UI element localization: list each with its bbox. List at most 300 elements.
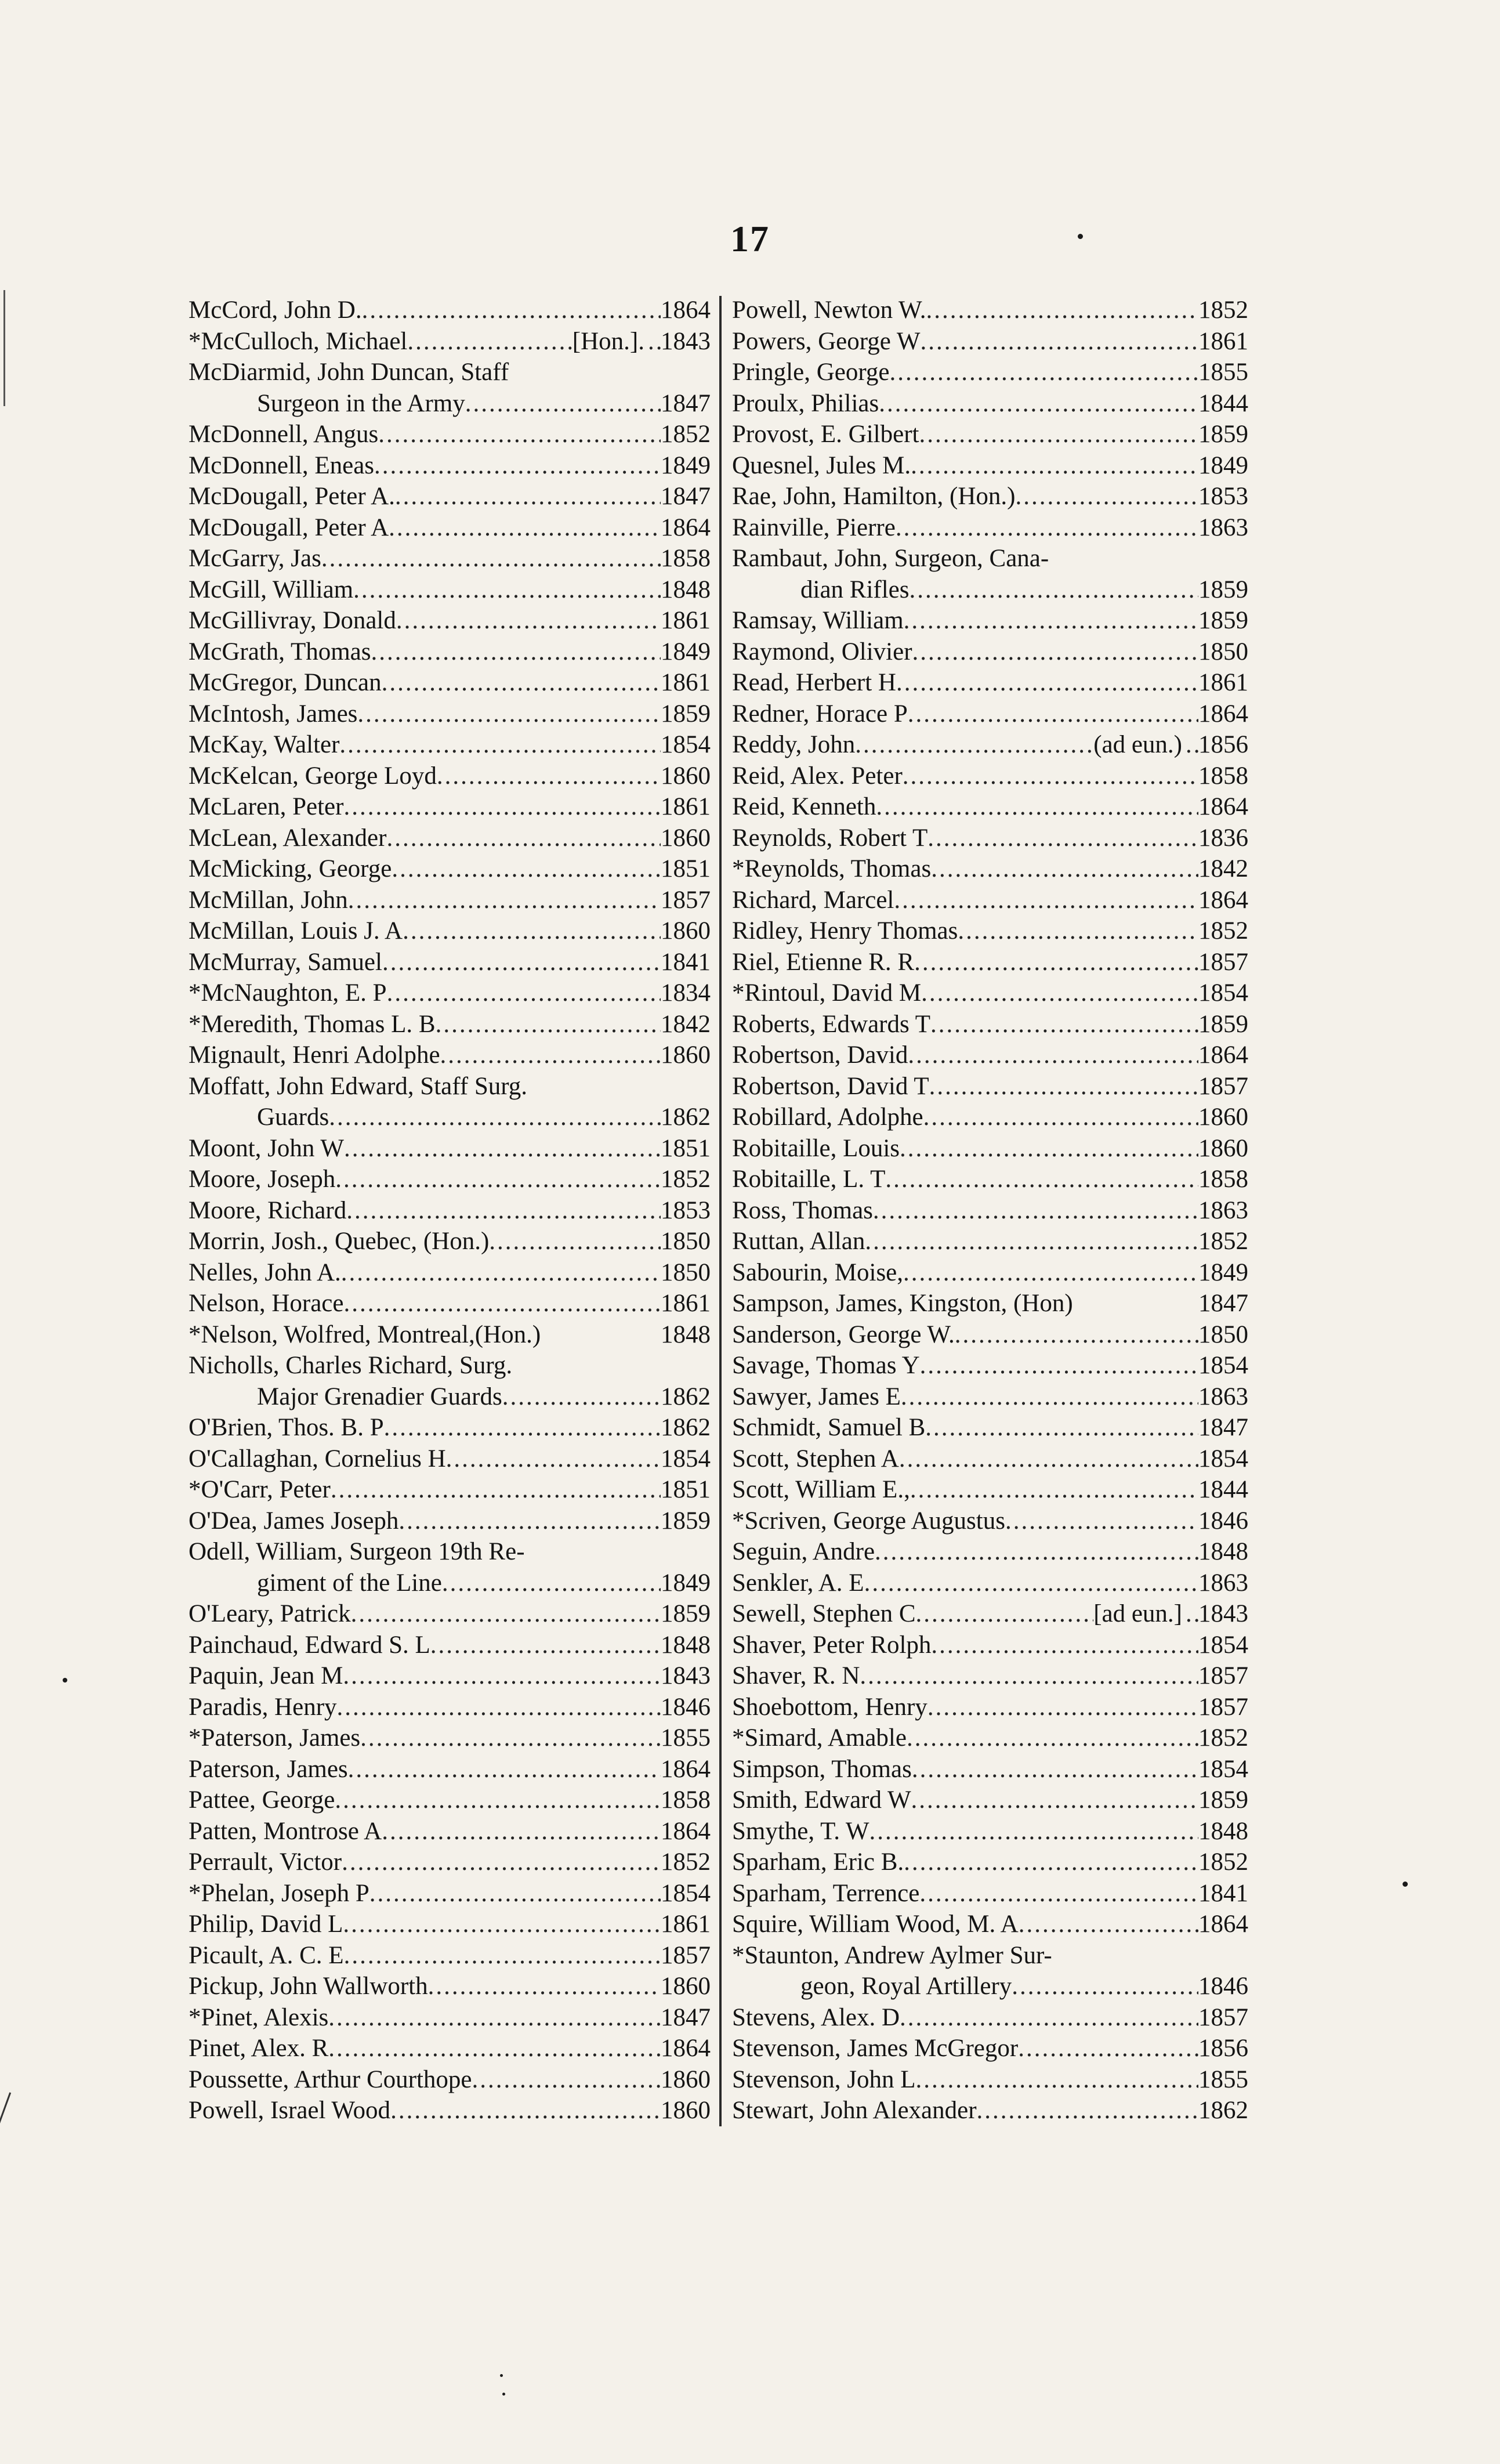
- list-item: [732, 357, 1248, 388]
- list-item: [732, 574, 1248, 606]
- dot-leader: [378, 419, 661, 450]
- entry-year: 1862: [661, 1103, 711, 1131]
- dot-leader: [407, 326, 572, 357]
- list-item: [732, 1195, 1248, 1226]
- page-edge-mark: [0, 2092, 11, 2125]
- dot-leader: [908, 699, 1198, 730]
- list-item: [732, 885, 1248, 916]
- entry-year: 1852: [1198, 1228, 1248, 1255]
- list-item: [189, 761, 711, 792]
- entry-name: Squire, William Wood, M. A: [732, 1911, 1019, 1938]
- dot-leader: [926, 295, 1198, 326]
- entry-name: Philip, David L: [189, 1911, 343, 1938]
- entry-year: 1854: [661, 731, 711, 758]
- dot-leader: [369, 1878, 661, 1909]
- dot-leader: [351, 1598, 661, 1630]
- entry-name: Surgeon in the Army: [257, 389, 465, 417]
- entry-name: Sabourin, Moise,: [732, 1258, 904, 1286]
- entry-year: 1844: [1198, 389, 1248, 417]
- list-item: [189, 2095, 711, 2126]
- entry-name: Rae, John, Hamilton, (Hon.): [732, 483, 1016, 510]
- entry-year: 1863: [1198, 1383, 1248, 1410]
- entry-name: Powell, Israel Wood: [189, 2097, 391, 2124]
- entry-name: *Simard, Amable: [732, 1724, 907, 1752]
- list-item: [189, 823, 711, 854]
- entry-name: Paquin, Jean M: [189, 1662, 343, 1689]
- entry-year: 1850: [661, 1258, 711, 1286]
- list-item: [732, 699, 1248, 730]
- entry-name: O'Callaghan, Cornelius H: [189, 1445, 446, 1472]
- entry-name: Stevenson, James McGregor: [732, 2035, 1019, 2062]
- entry-year: 1836: [1198, 824, 1248, 852]
- dot-leader: [389, 512, 661, 544]
- entry-year: 1841: [1198, 1879, 1248, 1907]
- dot-leader: [1186, 729, 1198, 761]
- entry-year: 1855: [1198, 2065, 1248, 2093]
- dot-leader: [904, 605, 1198, 636]
- entry-name: Moore, Joseph: [189, 1166, 336, 1193]
- entry-year: 1864: [661, 296, 711, 324]
- dot-leader: [343, 1660, 661, 1692]
- entry-name: McDougall, Peter A.: [189, 483, 395, 510]
- dot-leader: [900, 1133, 1198, 1164]
- list-item: [189, 947, 711, 978]
- entry-name: McGregor, Duncan: [189, 669, 382, 696]
- list-item: [189, 1940, 711, 1971]
- entry-name: *Nelson, Wolfred, Montreal,(Hon.): [189, 1320, 541, 1348]
- entry-name: giment of the Line: [257, 1569, 442, 1597]
- entry-name: McDonnell, Eneas: [189, 451, 375, 479]
- entry-name: McKay, Walter: [189, 731, 340, 758]
- list-item: [189, 1660, 711, 1692]
- list-item: [189, 1443, 711, 1475]
- entry-name: McIntosh, James: [189, 700, 358, 728]
- dot-leader: [927, 1692, 1198, 1723]
- dot-leader: [344, 1133, 661, 1164]
- list-item: [189, 1692, 711, 1723]
- entry-name: Stewart, John Alexander: [732, 2097, 977, 2124]
- entry-name: Ruttan, Allan: [732, 1228, 865, 1255]
- entry-name: Scott, Stephen A: [732, 1445, 899, 1472]
- entry-name: Ramsay, William: [732, 607, 904, 634]
- list-item: [189, 853, 711, 885]
- entry-name: Sampson, James, Kingston, (Hon): [732, 1290, 1073, 1317]
- dot-leader: [392, 853, 661, 885]
- dot-leader: [396, 605, 661, 636]
- dot-leader: [348, 885, 661, 916]
- dot-leader: [920, 326, 1198, 357]
- list-item: [732, 823, 1248, 854]
- entry-year: 1862: [661, 1383, 711, 1410]
- entry-name: Robitaille, L. T: [732, 1166, 886, 1193]
- entry-name: *McCulloch, Michael: [189, 327, 408, 355]
- entry-name: *McNaughton, E. P: [189, 979, 387, 1007]
- dot-leader: [357, 699, 661, 730]
- entry-year: 1847: [661, 2003, 711, 2031]
- dot-leader: [335, 1164, 661, 1195]
- entry-name: Shoebottom, Henry: [732, 1693, 927, 1721]
- entry-year: 1858: [1198, 1166, 1248, 1193]
- entry-name: McGillivray, Donald: [189, 607, 396, 634]
- list-item: [732, 1785, 1248, 1816]
- entry-name: Sawyer, James E: [732, 1383, 901, 1410]
- entry-year: 1850: [1198, 1320, 1248, 1348]
- entry-year: 1854: [661, 1445, 711, 1472]
- list-item: [189, 1412, 711, 1443]
- list-item: [732, 1102, 1248, 1133]
- entry-name: McMillan, Louis J. A: [189, 917, 403, 945]
- dot-leader: [348, 1754, 661, 1785]
- entry-name: Smythe, T. W: [732, 1817, 869, 1845]
- entry-name: Nicholls, Charles Richard, Surg.: [189, 1352, 513, 1379]
- list-item: [189, 388, 711, 419]
- ink-speck: [63, 1678, 67, 1683]
- entry-name: Shaver, R. N: [732, 1662, 860, 1689]
- list-item: [732, 2002, 1248, 2034]
- entry-name: Nelson, Horace: [189, 1290, 344, 1317]
- list-item: [732, 1754, 1248, 1785]
- list-item: [732, 1009, 1248, 1040]
- list-item: [732, 1940, 1248, 1971]
- dot-leader: [342, 1847, 661, 1878]
- list-item: [732, 791, 1248, 823]
- entry-name: Rainville, Pierre: [732, 513, 896, 541]
- entry-year: 1864: [1198, 793, 1248, 820]
- entry-name: O'Leary, Patrick: [189, 1600, 351, 1627]
- entry-name: Major Grenadier Guards: [257, 1383, 502, 1410]
- dot-leader: [958, 916, 1198, 947]
- dot-leader: [894, 885, 1198, 916]
- entry-name: Guards: [257, 1103, 329, 1131]
- entry-year: 1858: [1198, 762, 1248, 790]
- entry-name: Sewell, Stephen C: [732, 1600, 916, 1627]
- entry-year: 1851: [661, 855, 711, 882]
- dot-leader: [339, 729, 661, 761]
- list-item: [189, 1847, 711, 1878]
- dot-leader: [876, 791, 1198, 823]
- dot-leader: [331, 1474, 661, 1506]
- entry-year: 1843: [661, 1662, 711, 1689]
- list-item: [732, 1816, 1248, 1847]
- entry-year: 1851: [661, 1476, 711, 1503]
- entry-year: 1848: [661, 1631, 711, 1659]
- list-item: [189, 605, 711, 636]
- dot-leader: [440, 1040, 661, 1071]
- list-item: [732, 947, 1248, 978]
- list-item: [732, 1226, 1248, 1257]
- right-column-list: [732, 295, 1248, 2126]
- entry-name: Paradis, Henry: [189, 1693, 337, 1721]
- entry-name: Pickup, John Wallworth: [189, 1973, 428, 2000]
- entry-name: Powers, George W: [732, 327, 921, 355]
- dot-leader: [390, 2095, 661, 2126]
- list-item: [189, 1630, 711, 1661]
- list-item: [732, 2095, 1248, 2126]
- list-item: [189, 1785, 711, 1816]
- list-item: [732, 1133, 1248, 1164]
- list-item: [732, 1319, 1248, 1351]
- dot-leader: [931, 1630, 1198, 1661]
- entry-name: Moffatt, John Edward, Staff Surg.: [189, 1072, 528, 1100]
- entry-name: Reynolds, Robert T: [732, 824, 928, 852]
- entry-year: 1858: [661, 1786, 711, 1814]
- list-item: [189, 2002, 711, 2034]
- entry-name: Pringle, George: [732, 359, 890, 386]
- list-item: [732, 1040, 1248, 1071]
- list-item: [189, 978, 711, 1009]
- entry-name: *Scriven, George Augustus: [732, 1507, 1005, 1535]
- dot-leader: [1015, 481, 1198, 512]
- list-item: [732, 1847, 1248, 1878]
- dot-leader: [885, 1164, 1198, 1195]
- entry-year: 1848: [1198, 1817, 1248, 1845]
- list-item: [189, 1568, 711, 1599]
- dot-leader: [903, 761, 1198, 792]
- entry-year: 1854: [661, 1879, 711, 1907]
- entry-year: 1848: [661, 1320, 711, 1348]
- list-item: [732, 326, 1248, 357]
- entry-year: 1859: [661, 1507, 711, 1535]
- entry-year: 1857: [661, 886, 711, 914]
- list-item: [732, 1692, 1248, 1723]
- entry-year: 1855: [1198, 359, 1248, 386]
- entry-year: 1856: [1198, 2035, 1248, 2062]
- entry-year: 1849: [661, 638, 711, 665]
- dot-leader: [343, 1288, 661, 1319]
- list-item: [189, 2064, 711, 2096]
- dot-leader: [955, 1319, 1198, 1351]
- entry-year: 1859: [1198, 607, 1248, 634]
- dot-leader: [977, 2095, 1198, 2126]
- entry-year: 1861: [661, 669, 711, 696]
- entry-year: 1847: [1198, 1414, 1248, 1441]
- entry-year: 1860: [1198, 1103, 1248, 1131]
- entry-name: Schmidt, Samuel B: [732, 1414, 926, 1441]
- entry-year: 1860: [661, 917, 711, 945]
- entry-year: 1852: [661, 1166, 711, 1193]
- entry-name: Read, Herbert H: [732, 669, 896, 696]
- dot-leader: [328, 2033, 661, 2064]
- entry-note: (ad eun.): [1093, 731, 1182, 758]
- dot-leader: [910, 574, 1199, 606]
- list-item: [189, 1133, 711, 1164]
- entry-name: Pinet, Alex. R: [189, 2035, 329, 2062]
- dot-leader: [919, 419, 1198, 450]
- dot-leader: [914, 947, 1198, 978]
- entry-name: Poussette, Arthur Courthope: [189, 2065, 472, 2093]
- entry-year: 1864: [661, 513, 711, 541]
- list-item: [189, 1381, 711, 1413]
- list-item: [189, 1723, 711, 1754]
- entry-year: 1851: [661, 1134, 711, 1162]
- list-item: [189, 699, 711, 730]
- dot-leader: [889, 357, 1198, 388]
- entry-name: Robitaille, Louis: [732, 1134, 900, 1162]
- entry-year: 1859: [661, 1600, 711, 1627]
- entry-year: 1841: [661, 948, 711, 976]
- entry-year: 1852: [1198, 1724, 1248, 1752]
- entry-year: 1852: [661, 421, 711, 448]
- dot-leader: [912, 636, 1198, 668]
- entry-name: Robillard, Adolphe: [732, 1103, 923, 1131]
- entry-name: Ridley, Henry Thomas: [732, 917, 958, 945]
- dot-leader: [328, 2002, 661, 2034]
- dot-leader: [912, 1754, 1198, 1785]
- dot-leader: [903, 1257, 1198, 1289]
- entry-name: McGarry, Jas: [189, 545, 321, 572]
- entry-name: Smith, Edward W: [732, 1786, 911, 1814]
- list-item: [189, 791, 711, 823]
- entry-year: 1864: [661, 1817, 711, 1845]
- entry-year: 1856: [1198, 731, 1248, 758]
- list-item: [732, 667, 1248, 699]
- entry-name: Patten, Montrose A: [189, 1817, 382, 1845]
- entry-name: McMicking, George: [189, 855, 392, 882]
- list-item: [732, 978, 1248, 1009]
- list-item: [732, 419, 1248, 450]
- entry-name: Powell, Newton W.: [732, 296, 926, 324]
- entry-year: 1863: [1198, 1196, 1248, 1224]
- entry-year: 1857: [661, 1941, 711, 1969]
- dot-leader: [929, 1071, 1198, 1102]
- list-item: [732, 636, 1248, 668]
- list-item: [189, 1506, 711, 1537]
- entry-year: 1857: [1198, 1072, 1248, 1100]
- entry-year: 1852: [661, 1848, 711, 1876]
- entry-year: 1864: [1198, 1911, 1248, 1938]
- dot-leader: [901, 1381, 1198, 1413]
- ink-speck: [1403, 1882, 1408, 1887]
- list-item: [189, 1754, 711, 1785]
- entry-year: 1864: [661, 1755, 711, 1783]
- dot-leader: [436, 1009, 661, 1040]
- entry-year: 1857: [1198, 1693, 1248, 1721]
- entry-year: 1853: [1198, 483, 1248, 510]
- entry-name: Nelles, John A.: [189, 1258, 341, 1286]
- list-item: [189, 419, 711, 450]
- entry-year: 1861: [661, 793, 711, 820]
- list-item: [189, 1971, 711, 2002]
- entry-year: 1843: [661, 327, 711, 355]
- entry-year: 1863: [1198, 1569, 1248, 1597]
- entry-name: Paterson, James: [189, 1755, 348, 1783]
- entry-name: Simpson, Thomas: [732, 1755, 912, 1783]
- dot-leader: [386, 823, 661, 854]
- dot-leader: [916, 1598, 1094, 1630]
- dot-leader: [430, 1630, 661, 1661]
- entry-name: Proulx, Philias: [732, 389, 879, 417]
- dot-leader: [1186, 1598, 1198, 1630]
- dot-leader: [382, 1816, 661, 1847]
- dot-leader: [916, 2064, 1198, 2096]
- entry-year: 1859: [661, 700, 711, 728]
- entry-name: Odell, William, Surgeon 19th Re-: [189, 1538, 525, 1565]
- entry-year: 1861: [1198, 327, 1248, 355]
- entry-name: Robertson, David: [732, 1041, 908, 1069]
- entry-name: Scott, William E.,: [732, 1476, 910, 1503]
- ink-speck: [502, 2393, 505, 2396]
- list-item: [189, 1598, 711, 1630]
- entry-name: Moont, John W: [189, 1134, 344, 1162]
- entry-name: geon, Royal Artillery: [800, 1973, 1012, 2000]
- entry-year: 1849: [661, 451, 711, 479]
- list-item: [732, 1164, 1248, 1195]
- dot-leader: [896, 667, 1198, 699]
- entry-year: 1853: [661, 1196, 711, 1224]
- dot-leader: [865, 1226, 1198, 1257]
- entry-year: 1854: [1198, 1755, 1248, 1783]
- entry-year: 1848: [1198, 1538, 1248, 1565]
- entry-year: 1844: [1198, 1476, 1248, 1503]
- entry-name: Morrin, Josh., Quebec, (Hon.): [189, 1228, 490, 1255]
- entry-name: McMurray, Samuel: [189, 948, 382, 976]
- list-item: [732, 2033, 1248, 2064]
- entry-name: *Rintoul, David M: [732, 979, 922, 1007]
- list-item: [189, 1536, 711, 1568]
- list-item: [732, 1630, 1248, 1661]
- dot-leader: [335, 1785, 661, 1816]
- entry-name: Reid, Kenneth: [732, 793, 876, 820]
- list-item: [189, 1195, 711, 1226]
- list-item: [189, 916, 711, 947]
- entry-year: 1864: [1198, 1041, 1248, 1069]
- dot-leader: [442, 1568, 661, 1599]
- entry-name: Reid, Alex. Peter: [732, 762, 903, 790]
- dot-leader: [374, 450, 661, 482]
- entry-year: 1861: [661, 1911, 711, 1938]
- list-item: [732, 761, 1248, 792]
- entry-year: 1849: [661, 1569, 711, 1597]
- dot-leader: [346, 1195, 661, 1226]
- entry-year: 1864: [1198, 886, 1248, 914]
- list-item: [189, 295, 711, 326]
- list-item: [189, 636, 711, 668]
- dot-leader: [900, 2002, 1198, 2034]
- column-divider: [719, 296, 722, 2126]
- entry-year: 1860: [661, 2097, 711, 2124]
- dot-leader: [899, 1443, 1198, 1475]
- list-item: [189, 667, 711, 699]
- entry-year: 1846: [1198, 1973, 1248, 2000]
- entry-year: 1857: [1198, 948, 1248, 976]
- entry-name: McDougall, Peter A: [189, 513, 389, 541]
- dot-leader: [1018, 2033, 1198, 2064]
- entry-name: McDiarmid, John Duncan, Staff: [189, 359, 509, 386]
- entry-name: *Reynolds, Thomas: [732, 855, 932, 882]
- list-item: [732, 2064, 1248, 2096]
- dot-leader: [927, 823, 1198, 854]
- list-item: [732, 1257, 1248, 1289]
- dot-leader: [428, 1971, 661, 2002]
- entry-note: [Hon.].: [572, 327, 644, 355]
- dot-leader: [329, 1102, 661, 1133]
- entry-year: 1860: [1198, 1134, 1248, 1162]
- entry-name: O'Dea, James Joseph: [189, 1507, 399, 1535]
- entry-name: Picault, A. C. E: [189, 1941, 344, 1969]
- ink-speck: [1078, 234, 1083, 239]
- list-item: [732, 1536, 1248, 1568]
- entry-name: McKelcan, George Loyd: [189, 762, 437, 790]
- entry-name: Quesnel, Jules M.: [732, 451, 911, 479]
- dot-leader: [930, 1009, 1198, 1040]
- entry-year: 1849: [1198, 451, 1248, 479]
- list-item: [732, 1909, 1248, 1940]
- dot-leader: [864, 1568, 1198, 1599]
- entry-name: Pattee, George: [189, 1786, 335, 1814]
- entry-year: 1846: [661, 1693, 711, 1721]
- entry-year: 1847: [1198, 1290, 1248, 1317]
- entry-year: 1861: [661, 607, 711, 634]
